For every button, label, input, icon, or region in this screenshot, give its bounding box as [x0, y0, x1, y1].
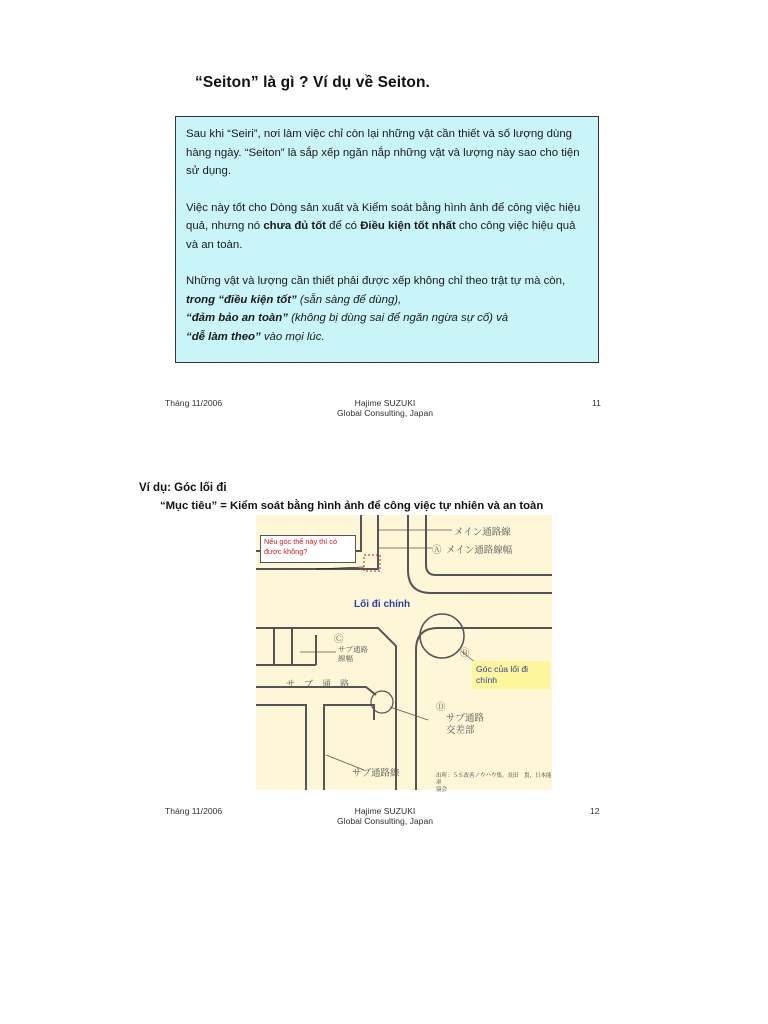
marker-c: Ⓒ — [334, 634, 344, 645]
footer-date-11: Tháng 11/2006 — [165, 398, 223, 408]
jp-main-line: メイン通路線 — [454, 527, 511, 538]
paragraph-2-bold-b: Điều kiện tốt nhất — [360, 220, 456, 232]
condition-easy: “dễ làm theo” — [186, 330, 261, 343]
paragraph-3-intro: Những vật và lượng cần thiết phải được xếp không chỉ theo trật tự mà còn, — [186, 275, 566, 287]
crossing-circle-d — [371, 691, 393, 713]
paragraph-2-text-e: cho công việc hiệu quả và an toàn. — [186, 220, 576, 251]
footer-author-12 — [310, 806, 460, 826]
source-line-2: 協会 — [436, 787, 448, 793]
jp-sub-aisle: サ ブ 通 路 — [286, 679, 350, 689]
jp-sub-line: サブ通路線 — [352, 768, 400, 779]
footer-org-12: Global Consulting, Japan — [336, 816, 434, 826]
footer-name-11: Hajime SUZUKI — [354, 398, 416, 408]
footer-author-11 — [310, 398, 460, 418]
condition-good: trong “điều kiện tốt” — [186, 293, 297, 306]
marker-d: Ⓓ — [436, 702, 446, 713]
main-aisle-label: Lối đi chính — [354, 599, 411, 610]
jp-sub-crossing-line-2: 交差部 — [446, 725, 475, 736]
aisle-corner-diagram — [256, 515, 552, 793]
jp-sub-width-line-1: サブ通路 — [338, 645, 368, 654]
jp-main-width-marker: Ⓐ — [432, 545, 442, 556]
source-citation — [436, 773, 552, 794]
condition-safe: “đảm bảo an toàn” — [186, 312, 292, 324]
seiton-definition-box — [175, 116, 599, 363]
sub-aisle-line-f — [256, 705, 306, 790]
callout-box: Nếu góc thế này thì có được không? — [260, 535, 356, 563]
page-number-11: 11 — [592, 398, 601, 408]
paragraph-2-text-c: để có — [325, 220, 361, 232]
paragraph-3 — [186, 272, 589, 346]
jp-sub-width-line-2: 線幅 — [338, 654, 353, 663]
condition-easy-note: vào mọi lúc. — [260, 330, 325, 343]
slide-12-title: Ví dụ: Góc lối đi — [139, 482, 227, 494]
corner-label-box: Góc của lối đi chính — [472, 661, 550, 689]
footer-org-11: Global Consulting, Japan — [336, 408, 434, 418]
condition-safe-note: (không bị dùng sai để ngăn ngừa sự cố) và — [291, 312, 509, 324]
page-number-12: 12 — [590, 806, 600, 816]
footer-name-12: Hajime SUZUKI — [354, 806, 416, 816]
jp-main-width: メイン通路線幅 — [446, 545, 513, 556]
paragraph-1: Sau khi “Seiri”, nơi làm việc chỉ còn lại những vật cần thiết và số lượng dùng hàng ngày. “Seiton” là sắp xếp ngăn nắp những vật và lượng này sao cho tiện sử dụng. — [186, 128, 580, 177]
paragraph-2-text-a: Việc này tốt cho Dòng sản xuất và Kiểm soát bằng hình ảnh để công việc hiệu quả, nhưng nó — [186, 201, 581, 232]
condition-good-note: (sẵn sàng để dùng), — [296, 293, 402, 306]
slide-12-subtitle: “Mục tiêu” = Kiểm soát bằng hình ảnh để công việc tự nhiên và an toàn — [160, 500, 544, 512]
marker-b: Ⓑ — [460, 648, 470, 659]
corner-circle-b — [420, 614, 464, 658]
jp-sub-width — [338, 645, 368, 663]
footer-date-12: Tháng 11/2006 — [165, 806, 223, 816]
slide-11-title: “Seiton” là gì ? Ví dụ về Seiton. — [195, 74, 430, 91]
paragraph-2 — [186, 199, 589, 255]
jp-sub-crossing — [446, 713, 484, 737]
jp-sub-crossing-line-1: サブ通路 — [446, 713, 485, 724]
source-line-1: 出所：５Ｓ改善ノウハウ集，長田 貴，日本能率 — [436, 773, 552, 786]
paragraph-2-bold-a: chưa đủ tốt — [263, 220, 326, 232]
